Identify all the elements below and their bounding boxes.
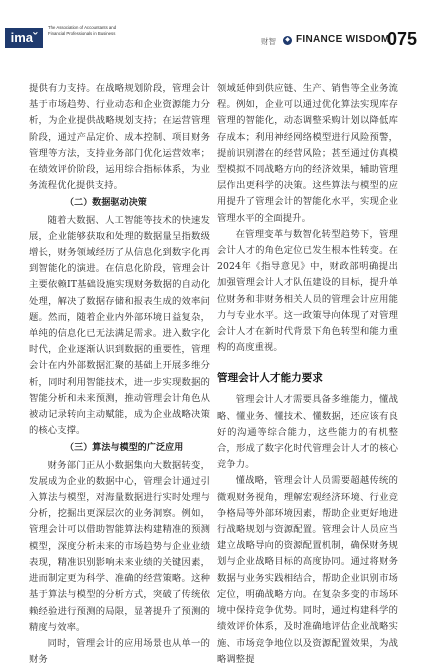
subheading: （三）算法与模型的广泛应用: [65, 443, 184, 454]
paragraph: 同时，管理会计的应用场景也从单一的财务: [29, 637, 210, 666]
section-title-en: FINANCE WISDOM: [296, 33, 390, 45]
right-column: [217, 81, 398, 668]
paragraph: 在管理变革与数智化转型趋势下，管理会计人才的角色定位已发生根本性转变。在2024年《指导意见》中，财政部明确提出加强管理会计人才队伍建设的目标，提升单位财务和非财务相关人员的管理会计应用能力与专业水平。这一政策导向体现了对管理会计人才在新时代背景下角色转型和能力重构的高度重视。: [217, 228, 398, 354]
paragraph: 领域延伸到供应链、生产、销售等全业务流程。例如，企业可以通过优化算法实现库存管理的智能化，动态调整采购计划以降低库存成本；利用神经网络模型进行风险预警，提前识别潜在的经营风险；甚至通过仿真模型模拟不同战略方向的经济效果，辅助管理层作出更科学的决策。这些算法与模型的应用提升了管理会计的智能化水平，实现企业管理水平的全面提升。: [217, 83, 398, 224]
paragraph: 随着大数据、人工智能等技术的快速发展，企业能够获取和处理的数据量呈指数级增长，财务领域经历了从信息化到数字化再到智能化的演进。在信息化阶段，管理会计主要依赖IT基础设施实现财务数据的自动化处理，解决了数据存储和报表生成的效率问题。然而，随着企业内外部环境日益复杂，单纯的信息化已无法满足需求。进入数字化时代，企业逐渐认识到数据的重要性，管理会计在内外部数据汇聚的基础上开展多维分析，同时利用智能技术，进一步实现数据的智能分析和未来预测，推动管理会计角色从被动记录转向主动赋能，成为企业战略决策的核心支撑。: [29, 214, 210, 437]
circle-icon: ◆: [283, 36, 292, 45]
paragraph: 提供有力支持。在战略规划阶段，管理会计基于市场趋势、行业动态和企业资源能力分析，为企业提供战略规划支持；在运营管理阶段，通过产品定价、成本控制、项目财务管理等方法，支持业务部门优化运营效率；在绩效评价阶段，运用综合指标体系，为业务流程优化提供支持。: [29, 83, 210, 192]
section-heading: 管理会计人才能力要求: [217, 372, 323, 385]
subheading: （二）数据驱动决策: [65, 198, 147, 209]
paragraph: 财务部门正从小数据集向大数据转变，发展成为企业的数据中心，管理会计通过引入算法与模型，对海量数据进行实时处理与分析，挖掘出更深层次的业务洞察。例如，管理会计可以借助智能算法构建精准的预测模型，深度分析未来的市场趋势与企业业绩表现，精准识别影响未来业绩的关键因素，进而制定更为科学、准确的经营策略。这种基于算法与模型的分析方式，突破了传统依赖经验进行预测的局限，显著提升了预测的精度与效率。: [29, 459, 210, 633]
section-title-cn: 财智: [261, 37, 276, 46]
page-header: [0, 0, 427, 56]
left-column: [29, 81, 210, 668]
ima-logo: imaˇ: [5, 28, 43, 48]
page-number: 075: [387, 29, 418, 49]
paragraph: 懂战略，管理会计人员需要超越传统的微观财务视角，理解宏观经济环境、行业竞争格局等外部环境因素，帮助企业更好地进行战略规划与资源配置。管理会计人员应当建立战略导向的资源配置机制，确保财务规划与企业战略目标的高度协同。通过将财务数据与业务实践相结合，帮助企业识别市场定位，明确战略方向。在复杂多变的市场环境中保持竞争优势。同时，通过构建科学的绩效评价体系，及时准确地评估企业战略实施、市场竞争地位以及资源配置效果，为战略调整提: [217, 475, 398, 665]
logo-tagline: The Association of Accountants and Financial Professionals in Business: [48, 25, 117, 36]
paragraph: 管理会计人才需要具备多维能力，懂战略、懂业务、懂技术、懂数据，还应该有良好的沟通等综合能力，这些能力的有机整合，形成了数字化时代管理会计人才的核心竞争力。: [217, 394, 398, 471]
